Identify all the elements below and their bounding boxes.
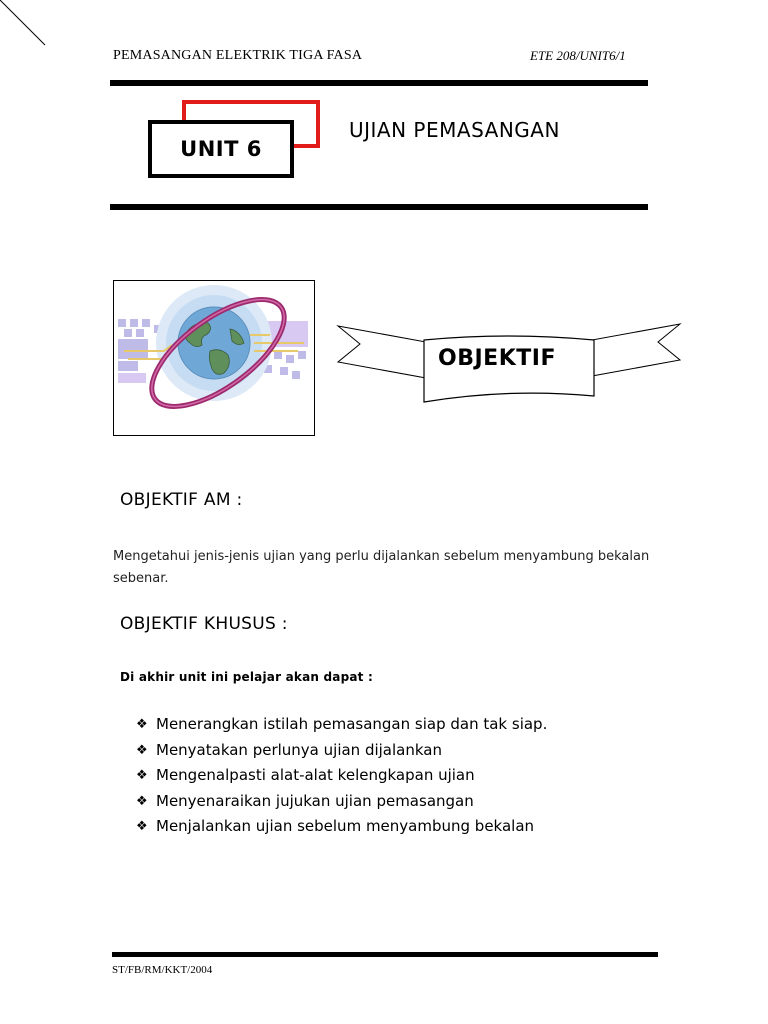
top-rule	[110, 80, 648, 86]
list-item-text: Menerangkan istilah pemasangan siap dan tak siap.	[156, 715, 548, 733]
diamond-bullet-icon: ❖	[136, 742, 148, 758]
objektif-am-heading: OBJEKTIF AM :	[120, 490, 243, 510]
diamond-bullet-icon: ❖	[136, 717, 148, 732]
unit-title: UJIAN PEMASANGAN	[349, 118, 560, 142]
diamond-bullet-icon: ❖	[136, 793, 148, 809]
diamond-bullet-icon: ❖	[136, 819, 148, 834]
corner-line	[0, 0, 60, 60]
unit-label-box	[148, 120, 294, 178]
middle-rule	[110, 204, 648, 210]
diamond-bullet-icon: ❖	[136, 768, 148, 783]
footer-code: ST/FB/RM/KKT/2004	[112, 964, 213, 976]
objektif-khusus-heading: OBJEKTIF KHUSUS :	[120, 614, 288, 634]
banner-label: OBJEKTIF	[438, 346, 556, 371]
globe-clipart	[113, 280, 315, 436]
list-item	[136, 712, 547, 738]
list-item-text: Menjalankan ujian sebelum menyambung bekalan	[156, 817, 535, 835]
globe-icon	[114, 281, 314, 435]
objektif-list	[136, 712, 547, 840]
list-item	[136, 814, 547, 840]
header-code: ETE 208/UNIT6/1	[530, 48, 626, 63]
objektif-am-text: Mengetahui jenis-jenis ujian yang perlu dijalankan sebelum menyambung bekalan sebenar.	[113, 549, 650, 586]
list-item	[136, 789, 547, 815]
objektif-khusus-intro: Di akhir unit ini pelajar akan dapat :	[120, 670, 373, 684]
unit-label: UNIT 6	[180, 137, 262, 161]
list-item	[136, 738, 547, 764]
list-item	[136, 763, 547, 789]
list-item-text: Mengenalpasti alat-alat kelengkapan ujian	[156, 766, 475, 784]
header-title: PEMASANGAN ELEKTRIK TIGA FASA	[113, 48, 363, 63]
list-item-text: Menyatakan perlunya ujian dijalankan	[156, 740, 442, 759]
footer-rule	[112, 952, 658, 957]
list-item-text: Menyenaraikan jujukan ujian pemasangan	[156, 791, 474, 810]
